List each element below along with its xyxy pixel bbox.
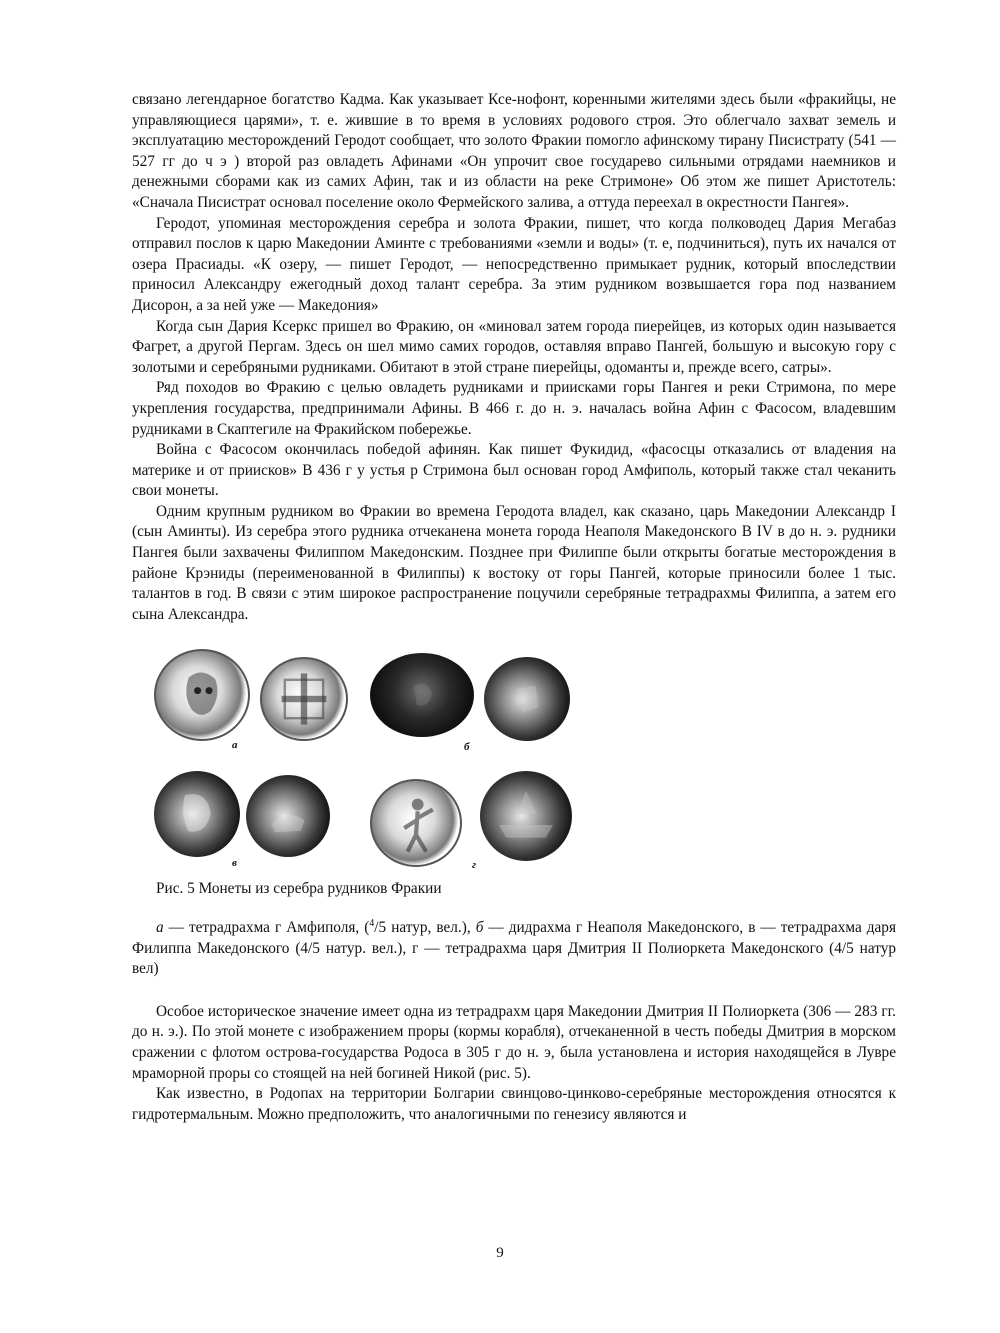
figure-caption: Рис. 5 Монеты из серебра рудников Фракии xyxy=(156,880,442,898)
legend-rest: — дидрахма г Неаполя Македонского, в — тетрадрахма даря Филиппа Македонского (4/5 натур. вел.), г — тетрадрахма царя Дмитрия II Полиоркета Македонского (4/5 натур вел) xyxy=(132,919,896,978)
head-relief-icon xyxy=(154,771,240,857)
legend-a-text-2: /5 натур, вел.), xyxy=(374,919,476,937)
paragraph-8: Как известно, в Родопах на территории Болгарии свинцово-цинково-серебряные месторождения относятся к гидротермальным. Можно предположить, что аналогичными по генезису являются и xyxy=(132,1085,896,1123)
paragraph-6: Одним крупным рудником во Фракии во времена Геродота владел, как сказано, царь Македонии Александр I (сын Аминты). Из серебра этого рудника отчеканена монета города Неаполя Македонского В IV в до н. э. рудники Пангея были захвачены Филиппом Македонским. Позднее при Филиппе были открыты богатые месторождения в районе Крэниды (переименованной в Филиппы) к востоку от горы Пангей, которые приносили более 1 тыс. талантов в год. В связи с этим широкое распространение поцучили серебряные тетрадрахмы Филиппа, а затем его сына Александра. xyxy=(132,502,896,623)
legend-letter-a: а xyxy=(156,919,164,937)
coin-b-obverse xyxy=(370,653,474,737)
legend-letter-b: б xyxy=(475,919,484,937)
coin-a-obverse xyxy=(154,649,250,741)
page-number: 9 xyxy=(496,1245,504,1261)
coin-v-reverse xyxy=(246,775,330,857)
paragraph-2: Геродот, упоминая месторождения серебра и золота Фракии, пишет, что когда полководец Дария Мегабаз отправил послов к царю Македонии Аминте с требованиями «земли и воды» (т. е, подчиниться), путь их начался от озера Прасиады. «К озеру, — пишет Геродот, — непосредственно примыкает рудник, который впоследствии приносил Александру ежегодный доход талант серебра. За этим рудником возвышается гора под названием Дисорон, а за ней уже — Македония» xyxy=(132,214,896,314)
paragraph-4: Ряд походов во Фракию с целью овладеть рудниками и приисками горы Пангея и реки Стримона, по мере укрепления государства, предпринимали Афины. В 466 г. до н. э. началась война Афин с Фасосом, владевшим рудниками в Скаптегиле на Фракийском побережье. xyxy=(132,379,896,438)
paragraph-5: Война с Фасосом окончилась победой афинян. Как пишет Фукидид, «фасосцы отказались от владения на материке и от приисков» В 436 г у устья р Стримона был основан город Амфиполь, который также стал чеканить свои монеты. xyxy=(132,441,896,500)
horseman-relief-icon xyxy=(246,775,330,857)
paragraph-7: Особое историческое значение имеет одна из тетрадрахм царя Македонии Дмитрия II Полиоркета (306 — 283 гг. до н. э.). По этой монете с изображением проры (кормы корабля), отчеканенной в честь победы Дмитрия в морском сражении с флотом острова-государства Родоса в 305 г до н. э, была установлена и история находящейся в Лувре мраморной проры со стоящей на ней богиней Никой (рис. 5). xyxy=(132,1002,896,1082)
figure-relief-icon xyxy=(484,657,570,741)
coin-g-reverse xyxy=(480,771,572,861)
figure-letter-a: а xyxy=(232,739,238,752)
prow-ship-icon xyxy=(480,771,572,861)
head-relief-icon xyxy=(156,651,248,739)
coins-figure xyxy=(132,643,896,875)
coin-b-reverse xyxy=(484,657,570,741)
figure-letter-b: б xyxy=(464,741,470,754)
legend-a-text-1: — тетрадрахма г Амфиполя, ( xyxy=(163,919,370,937)
figure-letter-g: г xyxy=(472,859,477,872)
legend-a-superscript: 4 xyxy=(369,917,375,929)
coin-g-obverse xyxy=(370,779,462,867)
torch-cross-icon xyxy=(262,659,346,739)
paragraph-1: связано легендарное богатство Кадма. Как указывает Ксе-нофонт, коренными жителями здесь были «фракийцы, не управляющиеся царями», т. е. жившие в то время в условиях родового строя. Это облегчало захват земель и эксплуатацию месторождений Геродот сообщает, что золото Фракии помогло афинскому тирану Писистрату (541 — 527 гг до ч э ) второй раз овладеть Афинами «Он упрочит свое государево сильными отрядами наемников и денежными сборами как из самих Афин, так и из области на реке Стримоне» Об этом же пишет Аристотель: «Сначала Писистрат основал поселение около Фермейского залива, а оттуда переехал в окрестности Пангея». xyxy=(132,91,896,211)
coin-v-obverse xyxy=(154,771,240,857)
page-body xyxy=(132,90,896,1125)
paragraph-3: Когда сын Дария Ксеркс пришел во Фракию, он «миновал затем города пиерейцев, из которых один называется Фагрет, а другой Пергам. Здесь он шел мимо самих городов, оставляя вправо Пангей, большую и высокую гору с золотыми и серебряными рудниками. Обитают в этой стране пиерейцы, одоманты и, прежде всего, сатры». xyxy=(132,317,896,376)
poseidon-figure-icon xyxy=(372,781,460,865)
figure-letter-v: в xyxy=(232,857,237,870)
figure-relief-icon xyxy=(370,653,474,737)
figure-legend xyxy=(132,918,896,980)
coin-a-reverse xyxy=(260,657,348,741)
